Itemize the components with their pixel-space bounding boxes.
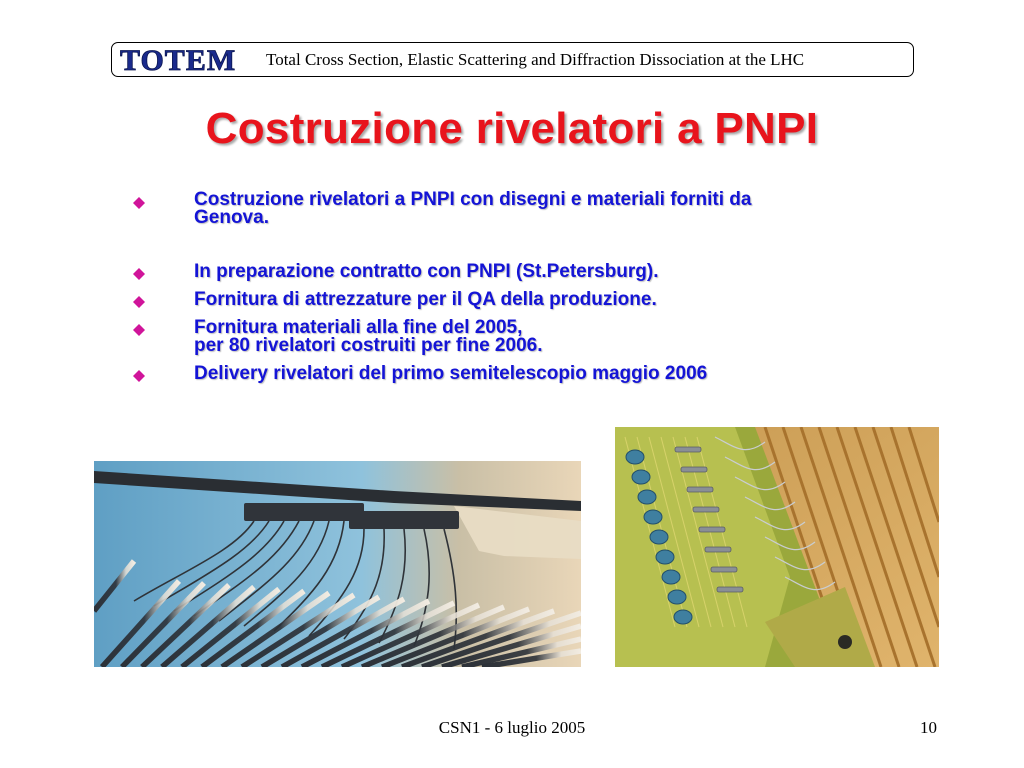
bullet-line: Delivery rivelatori del primo semitelescopio maggio 2006 — [194, 363, 708, 384]
bullet-item — [194, 365, 894, 383]
slide-title: Costruzione rivelatori a PNPI — [205, 104, 819, 153]
totem-logo — [118, 44, 248, 74]
bullet-item — [194, 291, 894, 309]
bullet-line: Costruzione rivelatori a PNPI con disegni e materiali forniti da — [194, 189, 752, 210]
bullet-line: per 80 rivelatori costruiti per fine 2006. — [194, 335, 543, 356]
bullet-line: In preparazione contratto con PNPI (St.Petersburg). — [194, 261, 659, 282]
detector-strips-photo — [94, 461, 581, 667]
readout-board-photo — [615, 427, 939, 667]
bullet-line: Genova. — [194, 207, 269, 228]
diamond-bullet-icon — [132, 267, 146, 281]
diamond-bullet-icon — [132, 369, 146, 383]
header-title: Total Cross Section, Elastic Scattering and Diffraction Dissociation at the LHC — [266, 50, 805, 69]
bullet-line: Fornitura di attrezzature per il QA della produzione. — [194, 289, 657, 310]
page-number: 10 — [920, 718, 937, 737]
footer-date: CSN1 - 6 luglio 2005 — [438, 718, 586, 737]
diamond-bullet-icon — [132, 295, 146, 309]
bullet-item — [194, 319, 894, 355]
bullet-item — [194, 191, 894, 227]
diamond-bullet-icon — [132, 196, 146, 210]
diamond-bullet-icon — [132, 323, 146, 337]
bullet-line: Fornitura materiali alla fine del 2005, — [194, 317, 523, 338]
totem-logo-text: TOTEM — [120, 44, 237, 74]
bullet-item — [194, 263, 894, 281]
